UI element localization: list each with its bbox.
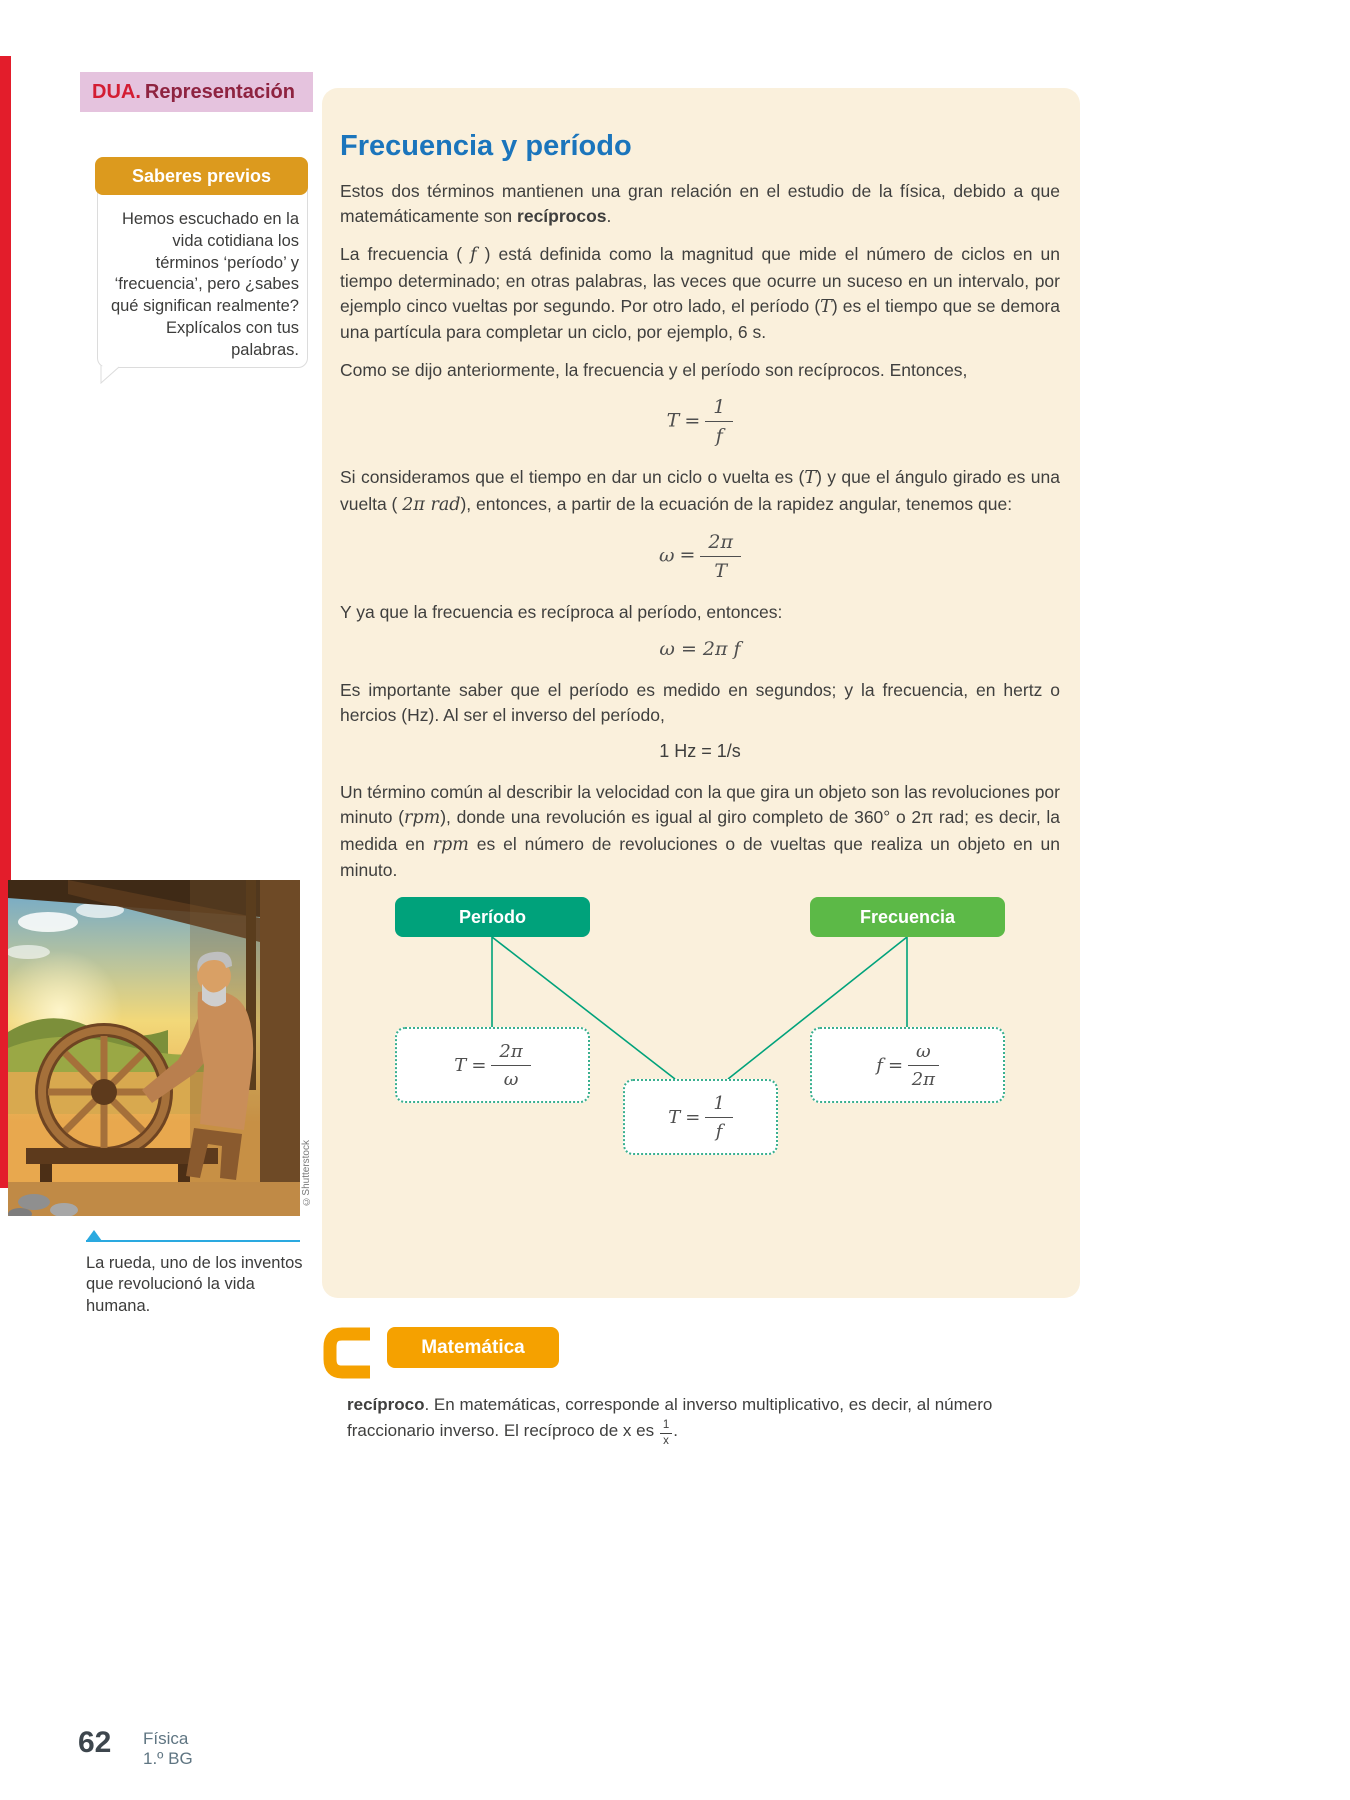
formula-omega-period: ω = $\frac{2\pi}{T}$ xyxy=(340,531,1060,582)
speech-bubble-tail xyxy=(100,366,122,386)
matematica-note: recíproco. En matemáticas, corresponde al inverso multiplicativo, es decir, al número fraccionario inverso. El recíproco de x es $\frac{1}{x}$ . xyxy=(347,1395,993,1447)
page-number: 62 xyxy=(78,1726,112,1759)
photo-credit: ©Shutterstock xyxy=(301,1140,312,1207)
period-frequency-diagram xyxy=(340,897,1060,1169)
formula-period-frequency: T = $\frac{1}{f}$ xyxy=(340,396,1060,447)
dua-representacion-badge xyxy=(80,72,313,112)
diagram-formula-period-omega: T = $\frac{2\pi}{\omega}$ xyxy=(395,1027,590,1103)
dua-sublabel: Representación xyxy=(144,80,295,103)
saberes-previos-text: Hemos escuchado en la vida cotidiana los términos ‘período’ y ‘frecuencia’, pero ¿sabes qué significan realmente? Explícalos con tus palabras. xyxy=(110,210,299,359)
paragraph-rpm: Un término común al describir la velocidad con la que gira un objeto son las revoluciones por minuto (rpm), donde una revolución es igual al giro completo de 360° o 2π rad; es decir, la medida en rpm es el número de revoluciones o de vueltas que realiza un objeto en un minuto. xyxy=(340,782,1061,880)
saberes-previos-badge-label: Saberes previos xyxy=(131,165,272,186)
footer-grade: 1.º BG xyxy=(143,1749,193,1769)
paragraph-reciprocal: Como se dijo anteriormente, la frecuencia y el período son recíprocos. Entonces, xyxy=(340,360,968,381)
lesson-panel xyxy=(322,88,1080,1298)
caption-rule xyxy=(86,1240,300,1242)
saberes-previos-bubble xyxy=(97,178,308,368)
paragraph-intro: Estos dos términos mantienen una gran relación en el estudio de la física, debido a que matemáticamente son recíprocos. xyxy=(340,181,1060,227)
footer-subject-name: Física xyxy=(143,1729,189,1748)
photo-caption: La rueda, uno de los inventos que revolucionó la vida humana. xyxy=(86,1254,303,1315)
diagram-node-frecuencia: Frecuencia xyxy=(810,897,1005,937)
page-title: Frecuencia y período xyxy=(340,130,632,162)
formula-hertz: 1 Hz = 1/s xyxy=(659,741,741,762)
paragraph-units: Es importante saber que el período es medido en segundos; y la frecuencia, en hertz o hercios (Hz). Al ser el inverso del período, xyxy=(340,679,1060,726)
paragraph-definitions: La frecuencia ( f ) está definida como la magnitud que mide el número de ciclos en un tiempo determinado; en otras palabras, las veces que ocurre un suceso en un intervalo, por ejemplo cinco vueltas por segundo. Por otro lado, el período (T) es el tiempo que se demora una partícula para completar un ciclo, por ejemplo, 6 s. xyxy=(340,244,1061,342)
matematica-badge xyxy=(387,1327,559,1368)
paragraph-omega-frequency: Y ya que la frecuencia es recíproca al período, entonces: xyxy=(340,601,783,622)
formula-omega-frequency: ω = 2π f xyxy=(659,637,741,660)
dua-label: DUA. xyxy=(92,80,141,103)
diagram-formula-frequency-omega: f = $\frac{\omega}{2\pi}$ xyxy=(810,1027,1005,1103)
footer-subject xyxy=(143,1729,193,1770)
wheel-illustration-art xyxy=(8,880,300,1216)
paragraph-angular-speed: Si consideramos que el tiempo en dar un ciclo o vuelta es (T) y que el ángulo girado es una vuelta ( 2π rad), entonces, a partir de la ecuación de la rapidez angular, tenemos que: xyxy=(340,467,1060,515)
matematica-c-icon xyxy=(320,1322,376,1384)
matematica-badge-label: Matemática xyxy=(421,1336,525,1358)
saberes-previos-badge xyxy=(95,157,308,195)
wheel-illustration xyxy=(8,880,300,1216)
diagram-node-periodo: Período xyxy=(395,897,590,937)
diagram-formula-period-frequency: T = $\frac{1}{f}$ xyxy=(623,1079,778,1155)
